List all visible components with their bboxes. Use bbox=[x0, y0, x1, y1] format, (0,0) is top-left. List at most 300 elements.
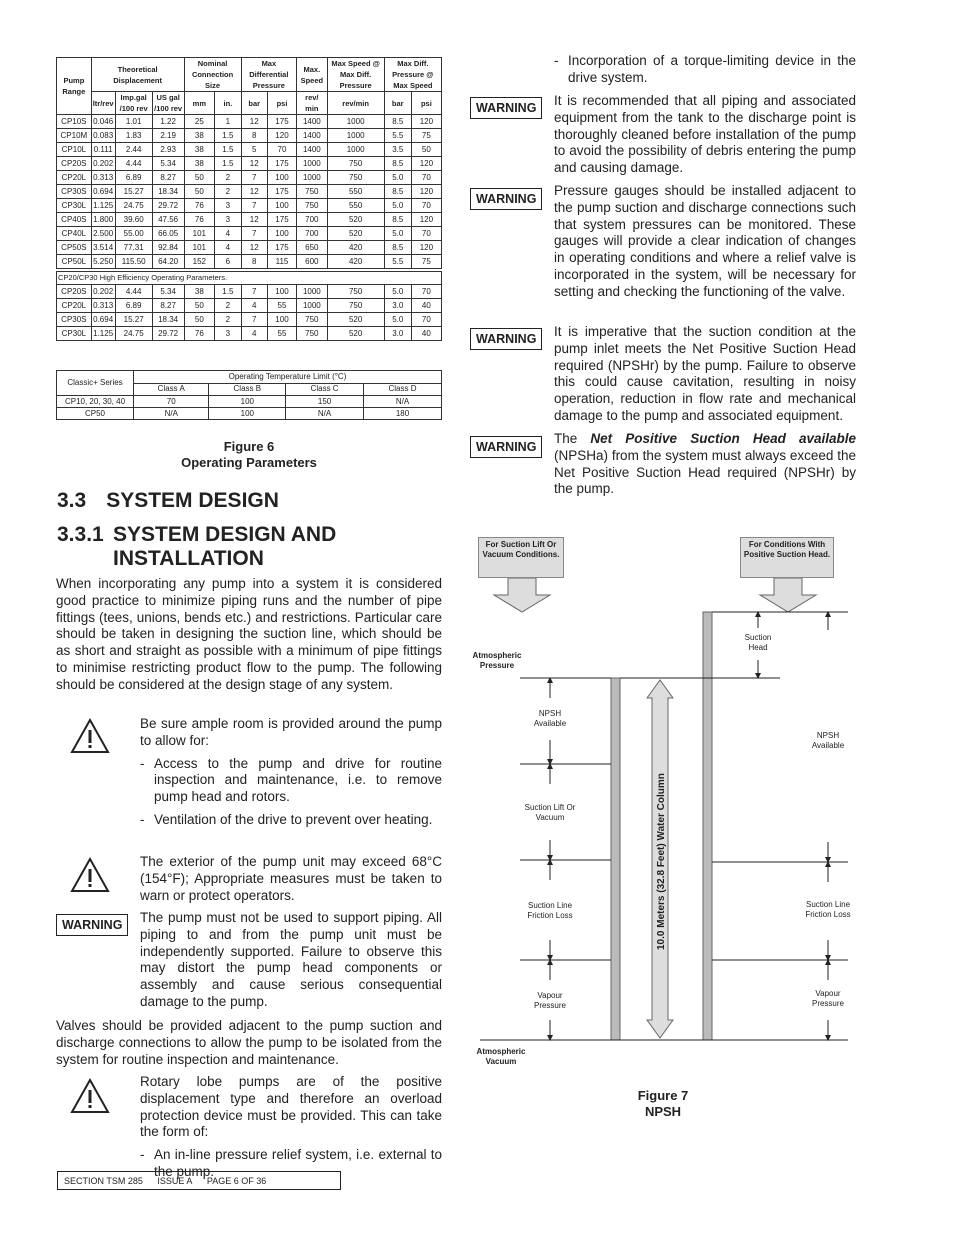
warning-4: It is imperative that the suction condition at the pump inlet meets the Net Positive Suction Head required (NPSHr) by the pump. Failure to observe this could cause cavitation, resulting in noisy operation, reduction in flow rate and mechanical damage to the pump and associated equipment. bbox=[554, 324, 856, 423]
header-speed-at-diff: Max Speed @ Max Diff. Pressure bbox=[327, 58, 384, 92]
table-cell: 70 bbox=[411, 199, 441, 213]
table-cell: 0.111 bbox=[91, 143, 115, 157]
table-cell: 18.34 bbox=[152, 185, 184, 199]
table-cell: 120 bbox=[411, 157, 441, 171]
heading-3-3-1 bbox=[57, 523, 336, 571]
table-cell: 70 bbox=[411, 171, 441, 185]
figure6-title: Operating Parameters bbox=[181, 455, 317, 470]
table-cell: 120 bbox=[411, 115, 441, 129]
table-cell: 29.72 bbox=[152, 327, 184, 341]
table-cell: 12 bbox=[241, 115, 267, 129]
table-cell: 150 bbox=[286, 396, 364, 408]
footer-issue: ISSUE A bbox=[157, 1176, 193, 1186]
right-pipe bbox=[703, 612, 712, 1040]
table-cell: 1000 bbox=[327, 115, 384, 129]
vapour-pressure-right: Vapour Pressure bbox=[811, 989, 844, 1008]
table-cell: 120 bbox=[267, 129, 296, 143]
table-cell: CP30L bbox=[57, 327, 92, 341]
table-cell: 1.125 bbox=[91, 327, 115, 341]
table-cell: 0.313 bbox=[91, 299, 115, 313]
table-cell: 3 bbox=[215, 213, 241, 227]
table-cell: 3 bbox=[215, 199, 241, 213]
caution-triangle-icon bbox=[70, 857, 110, 893]
table-cell: 7 bbox=[241, 313, 267, 327]
footer-section: SECTION TSM 285 bbox=[64, 1176, 143, 1186]
table-cell: 120 bbox=[411, 185, 441, 199]
table-row bbox=[57, 299, 442, 313]
intro-paragraph: When incorporating any pump into a system it is considered good practice to minimize piping runs and the number of pipe fittings (tees, unions, bends etc.) and restrictions. Particular care should be taken in designing the suction line, which should be as short and straight as possible with a minimum of pipe fittings to minimise restricting product flow to the pump. The following should be considered at the design stage of any system. bbox=[56, 576, 442, 692]
unit-header: ltr/rev bbox=[91, 92, 115, 115]
table-cell: 115 bbox=[267, 255, 296, 269]
table-cell: 3.0 bbox=[384, 327, 411, 341]
table-cell: 1400 bbox=[297, 143, 327, 157]
table-cell: 15.27 bbox=[115, 185, 152, 199]
table-cell: 1.800 bbox=[91, 213, 115, 227]
caution-1-item: - Ventilation of the drive to prevent over heating. bbox=[140, 812, 442, 829]
left-pipe bbox=[611, 678, 620, 1040]
unit-header: psi bbox=[267, 92, 296, 115]
unit-header: bar bbox=[384, 92, 411, 115]
table-cell: 420 bbox=[327, 241, 384, 255]
table-row bbox=[57, 313, 442, 327]
table-cell: 1000 bbox=[327, 129, 384, 143]
heading-3-3-1-title-1: SYSTEM DESIGN AND bbox=[113, 523, 337, 546]
table-cell: 2 bbox=[215, 299, 241, 313]
table-cell: 0.313 bbox=[91, 171, 115, 185]
table-cell: 750 bbox=[297, 313, 327, 327]
table-cell: 750 bbox=[297, 199, 327, 213]
table-cell: 4 bbox=[241, 327, 267, 341]
unit-header: bar bbox=[241, 92, 267, 115]
header-max-speed: Max. Speed bbox=[297, 58, 327, 92]
positive-head-box: For Conditions With Positive Suction Head. bbox=[740, 537, 834, 578]
header-connection: Nominal Connection Size bbox=[184, 58, 241, 92]
main-rows bbox=[57, 115, 442, 269]
table-cell: 7 bbox=[241, 171, 267, 185]
table-cell: 5.34 bbox=[152, 285, 184, 299]
table-cell: 8.5 bbox=[384, 185, 411, 199]
warning-5-pre: The bbox=[554, 431, 591, 446]
unit-header: rev/min bbox=[327, 92, 384, 115]
table-cell: 1.5 bbox=[215, 285, 241, 299]
table-cell: CP30S bbox=[57, 185, 92, 199]
table-cell: 24.75 bbox=[115, 327, 152, 341]
table-cell: 5.5 bbox=[384, 129, 411, 143]
table-cell: CP40L bbox=[57, 227, 92, 241]
table-cell: 38 bbox=[184, 285, 215, 299]
table-cell: 70 bbox=[411, 227, 441, 241]
warning-badge: WARNING bbox=[470, 188, 542, 210]
table-cell: CP30L bbox=[57, 199, 92, 213]
table-cell: 50 bbox=[184, 313, 215, 327]
table-cell: 64.20 bbox=[152, 255, 184, 269]
temperature-table bbox=[56, 370, 442, 420]
table-cell: 15.27 bbox=[115, 313, 152, 327]
table-cell: 77.31 bbox=[115, 241, 152, 255]
table-cell: 650 bbox=[297, 241, 327, 255]
table-cell: CP50 bbox=[57, 408, 134, 420]
warning-5-emphasis: Net Positive Suction Head available bbox=[590, 431, 857, 446]
table-cell: 8 bbox=[241, 255, 267, 269]
table-cell: 1400 bbox=[297, 115, 327, 129]
table-cell: 100 bbox=[267, 313, 296, 327]
table-cell: CP30S bbox=[57, 313, 92, 327]
table-cell: 550 bbox=[327, 199, 384, 213]
table-cell: 8.27 bbox=[152, 171, 184, 185]
table-cell: 1000 bbox=[297, 171, 327, 185]
caution-3-text: Rotary lobe pumps are of the positive displacement type and therefore an overload protection device must be provided. This can take the form of: bbox=[140, 1074, 442, 1140]
heading-3-3 bbox=[57, 489, 279, 513]
table-cell: 100 bbox=[267, 285, 296, 299]
table-cell: N/A bbox=[134, 408, 209, 420]
table-cell: 55 bbox=[267, 299, 296, 313]
table-cell: 120 bbox=[411, 241, 441, 255]
table-cell: 12 bbox=[241, 241, 267, 255]
table-cell: 8.5 bbox=[384, 157, 411, 171]
table-cell: 1 bbox=[215, 115, 241, 129]
table-cell: 76 bbox=[184, 199, 215, 213]
units-row bbox=[57, 92, 442, 115]
table-cell: 29.72 bbox=[152, 199, 184, 213]
table-cell: CP50S bbox=[57, 241, 92, 255]
torque-limiting-item: - Incorporation of a torque-limiting device in the drive system. bbox=[554, 53, 856, 87]
table-cell: 70 bbox=[134, 396, 209, 408]
table-cell: 1000 bbox=[327, 143, 384, 157]
table-cell: 5.0 bbox=[384, 285, 411, 299]
table-cell: 75 bbox=[411, 129, 441, 143]
table-cell: 2.44 bbox=[115, 143, 152, 157]
suction-head-label: Suction Head bbox=[744, 633, 772, 652]
table-cell: CP20S bbox=[57, 157, 92, 171]
table-cell: 101 bbox=[184, 241, 215, 255]
table-cell: 520 bbox=[327, 327, 384, 341]
table-cell: 0.202 bbox=[91, 285, 115, 299]
table-cell: 420 bbox=[327, 255, 384, 269]
table-cell: 120 bbox=[411, 213, 441, 227]
warning-5 bbox=[554, 431, 856, 498]
table-cell: 6.89 bbox=[115, 299, 152, 313]
table-cell: CP10, 20, 30, 40 bbox=[57, 396, 134, 408]
table-row bbox=[57, 129, 442, 143]
caution-3 bbox=[140, 1074, 442, 1181]
caution-triangle-icon bbox=[70, 1078, 110, 1114]
warning-badge: WARNING bbox=[470, 97, 542, 119]
temp-limit-header: Operating Temperature Limit (°C) bbox=[134, 371, 442, 384]
warning-5-post: (NPSHa) from the system must always exceed the Net Positive Suction Head required (NPSHr) by the pump. bbox=[554, 447, 856, 497]
table-cell: 1.5 bbox=[215, 129, 241, 143]
series-header: Classic+ Series bbox=[57, 371, 134, 396]
table-row bbox=[57, 241, 442, 255]
table-cell: 3 bbox=[215, 327, 241, 341]
warning-badge: WARNING bbox=[470, 436, 542, 458]
table-cell: 0.694 bbox=[91, 185, 115, 199]
table-cell: 4.44 bbox=[115, 285, 152, 299]
table-row bbox=[57, 157, 442, 171]
table-cell: 12 bbox=[241, 213, 267, 227]
table-cell: 55.00 bbox=[115, 227, 152, 241]
table-cell: 4 bbox=[215, 241, 241, 255]
table-cell: CP10L bbox=[57, 143, 92, 157]
heading-3-3-title: SYSTEM DESIGN bbox=[106, 489, 279, 512]
table-cell: 38 bbox=[184, 143, 215, 157]
table-cell: 101 bbox=[184, 227, 215, 241]
table-cell: 2 bbox=[215, 185, 241, 199]
table-cell: 40 bbox=[411, 299, 441, 313]
table-row bbox=[57, 396, 442, 408]
heading-3-3-1-title-2: INSTALLATION bbox=[113, 547, 264, 570]
table-cell: 40 bbox=[411, 327, 441, 341]
table-cell: 1000 bbox=[297, 157, 327, 171]
page-footer bbox=[57, 1171, 341, 1190]
table-cell: 550 bbox=[327, 185, 384, 199]
table-cell: 4 bbox=[241, 299, 267, 313]
table-cell: 115.50 bbox=[115, 255, 152, 269]
npsh-available-right: NPSH Available bbox=[811, 731, 845, 750]
table-cell: 3.5 bbox=[384, 143, 411, 157]
table-cell: 6.89 bbox=[115, 171, 152, 185]
table-cell: 8.5 bbox=[384, 213, 411, 227]
table-cell: 5.5 bbox=[384, 255, 411, 269]
table-cell: 55 bbox=[267, 327, 296, 341]
table-cell: N/A bbox=[286, 408, 364, 420]
table-cell: 7 bbox=[241, 199, 267, 213]
down-arrow-left-icon bbox=[494, 578, 550, 612]
table-cell: CP20L bbox=[57, 299, 92, 313]
table-cell: 66.05 bbox=[152, 227, 184, 241]
table-cell: 8.5 bbox=[384, 241, 411, 255]
npsh-available-left: NPSH Available bbox=[533, 709, 567, 728]
table-cell: 0.694 bbox=[91, 313, 115, 327]
suction-lift-box: For Suction Lift Or Vacuum Conditions. bbox=[478, 537, 564, 578]
table-cell: 7 bbox=[241, 285, 267, 299]
table-cell: 1000 bbox=[297, 285, 327, 299]
table-cell: 5 bbox=[241, 143, 267, 157]
vapour-pressure-left: Vapour Pressure bbox=[533, 991, 566, 1010]
table-cell: 4.44 bbox=[115, 157, 152, 171]
water-column-label: 10.0 Meters (32.8 Feet) Water Column bbox=[656, 773, 667, 950]
table-cell: 152 bbox=[184, 255, 215, 269]
table-cell: 1400 bbox=[297, 129, 327, 143]
he-title: CP20/CP30 High Efficiency Operating Parameters. bbox=[57, 272, 442, 285]
table-row bbox=[57, 227, 442, 241]
table-cell: 1000 bbox=[297, 299, 327, 313]
table-cell: 75 bbox=[411, 255, 441, 269]
table-cell: 175 bbox=[267, 213, 296, 227]
table-cell: 5.250 bbox=[91, 255, 115, 269]
unit-header: psi bbox=[411, 92, 441, 115]
figure7-caption bbox=[600, 1088, 726, 1120]
table-cell: 18.34 bbox=[152, 313, 184, 327]
right-list bbox=[554, 53, 856, 87]
table-cell: 4 bbox=[215, 227, 241, 241]
table-cell: 5.0 bbox=[384, 171, 411, 185]
atm-vacuum-label: Atmospheric Vacuum bbox=[476, 1047, 526, 1066]
suction-lift-label: Suction Lift Or Vacuum bbox=[524, 803, 576, 822]
table-cell: CP10M bbox=[57, 129, 92, 143]
table-cell: 25 bbox=[184, 115, 215, 129]
class-header: Class B bbox=[209, 383, 286, 396]
class-header: Class D bbox=[364, 383, 442, 396]
table-cell: 76 bbox=[184, 327, 215, 341]
heading-3-3-num: 3.3 bbox=[57, 489, 87, 512]
temp-rows bbox=[57, 396, 442, 420]
table-cell: 175 bbox=[267, 157, 296, 171]
table-cell: 100 bbox=[209, 396, 286, 408]
footer-page: PAGE 6 OF 36 bbox=[206, 1176, 267, 1186]
header-diff-at-speed: Max Diff. Pressure @ Max Speed bbox=[384, 58, 441, 92]
table-cell: 12 bbox=[241, 157, 267, 171]
table-cell: 3.0 bbox=[384, 299, 411, 313]
table-cell: N/A bbox=[364, 396, 442, 408]
table-cell: 0.083 bbox=[91, 129, 115, 143]
table-row bbox=[57, 143, 442, 157]
table-cell: 750 bbox=[327, 299, 384, 313]
table-cell: CP50L bbox=[57, 255, 92, 269]
table-cell: 76 bbox=[184, 213, 215, 227]
table-cell: 24.75 bbox=[115, 199, 152, 213]
table-cell: 1.5 bbox=[215, 157, 241, 171]
table-cell: 175 bbox=[267, 185, 296, 199]
table-cell: 520 bbox=[327, 313, 384, 327]
header-diff-pressure: Max Differential Pressure bbox=[241, 58, 297, 92]
table-cell: 700 bbox=[297, 227, 327, 241]
figure6-number: Figure 6 bbox=[223, 439, 275, 454]
table-cell: 5.0 bbox=[384, 199, 411, 213]
table-cell: 175 bbox=[267, 115, 296, 129]
table-cell: 38 bbox=[184, 157, 215, 171]
table-cell: 5.0 bbox=[384, 227, 411, 241]
table-cell: 750 bbox=[327, 285, 384, 299]
table-cell: 50 bbox=[184, 299, 215, 313]
caution-1-text: Be sure ample room is provided around the pump to allow for: bbox=[140, 716, 442, 748]
table-cell: 750 bbox=[297, 327, 327, 341]
caution-triangle-icon bbox=[70, 718, 110, 754]
table-cell: 100 bbox=[267, 227, 296, 241]
he-rows bbox=[57, 285, 442, 341]
figure7-title: NPSH bbox=[644, 1104, 682, 1119]
table-cell: 2.500 bbox=[91, 227, 115, 241]
warning-2: It is recommended that all piping and associated equipment from the tank to the discharge point is thoroughly cleaned before installation of the pump to avoid the possibility of debris entering the pump and causing damage. bbox=[554, 93, 856, 176]
table-cell: 100 bbox=[267, 171, 296, 185]
table-cell: CP40S bbox=[57, 213, 92, 227]
table-cell: 70 bbox=[267, 143, 296, 157]
caution-2: The exterior of the pump unit may exceed 68°C (154°F); Appropriate measures must be taken to warn or protect operators. bbox=[140, 854, 442, 903]
table-cell: 2 bbox=[215, 313, 241, 327]
unit-header: US gal /100 rev bbox=[154, 93, 183, 113]
table-row bbox=[57, 199, 442, 213]
table-cell: 1.01 bbox=[115, 115, 152, 129]
table-row bbox=[57, 255, 442, 269]
table-cell: 175 bbox=[267, 241, 296, 255]
warning-badge: WARNING bbox=[470, 328, 542, 350]
table-cell: 70 bbox=[411, 313, 441, 327]
table-cell: 100 bbox=[267, 199, 296, 213]
caution-3-item: - An in-line pressure relief system, i.e. external to the pump. bbox=[140, 1147, 442, 1181]
table-cell: 5.34 bbox=[152, 157, 184, 171]
table-row bbox=[57, 285, 442, 299]
caution-1-item: - Access to the pump and drive for routine inspection and maintenance, i.e. to remove pump head and rotors. bbox=[140, 756, 442, 806]
warning-3: Pressure gauges should be installed adjacent to the pump suction and discharge connections such that system pressures can be monitored. These gauges will provide a clear indication of changes in operating conditions and where a relief valve is incorporated in the system, will be necessary for setting and checking the functioning of the valve. bbox=[554, 183, 856, 299]
warning-badge: WARNING bbox=[56, 914, 128, 936]
table-cell: 12 bbox=[241, 185, 267, 199]
table-cell: CP20S bbox=[57, 285, 92, 299]
table-cell: 92.84 bbox=[152, 241, 184, 255]
table-cell: 39.60 bbox=[115, 213, 152, 227]
table-cell: 6 bbox=[215, 255, 241, 269]
table-cell: 0.046 bbox=[91, 115, 115, 129]
table-cell: 2 bbox=[215, 171, 241, 185]
table-cell: 50 bbox=[184, 171, 215, 185]
class-header: Class A bbox=[134, 383, 209, 396]
unit-header: in. bbox=[215, 92, 241, 115]
table-cell: 750 bbox=[297, 185, 327, 199]
friction-loss-right: Suction Line Friction Loss bbox=[805, 900, 851, 919]
unit-header: mm bbox=[184, 92, 215, 115]
table-cell: 8 bbox=[241, 129, 267, 143]
table-row bbox=[57, 115, 442, 129]
figure6-caption bbox=[56, 439, 442, 471]
table-cell: 50 bbox=[411, 143, 441, 157]
table-cell: 520 bbox=[327, 213, 384, 227]
table-cell: 1.5 bbox=[215, 143, 241, 157]
table-cell: 520 bbox=[327, 227, 384, 241]
table-cell: 5.0 bbox=[384, 313, 411, 327]
table-cell: 47.56 bbox=[152, 213, 184, 227]
unit-header: rev/ min bbox=[297, 92, 327, 115]
table-cell: 8.5 bbox=[384, 115, 411, 129]
table-cell: CP10S bbox=[57, 115, 92, 129]
figure7-number: Figure 7 bbox=[637, 1088, 689, 1103]
table-cell: 2.93 bbox=[152, 143, 184, 157]
table-cell: 1.83 bbox=[115, 129, 152, 143]
class-header: Class C bbox=[286, 383, 364, 396]
table-cell: 3.514 bbox=[91, 241, 115, 255]
table-cell: 750 bbox=[327, 171, 384, 185]
table-cell: 600 bbox=[297, 255, 327, 269]
operating-parameters-table bbox=[56, 57, 442, 341]
table-row bbox=[57, 185, 442, 199]
heading-3-3-1-num: 3.3.1 bbox=[57, 523, 104, 546]
table-cell: 8.27 bbox=[152, 299, 184, 313]
table-cell: 750 bbox=[327, 157, 384, 171]
warning-1: The pump must not be used to support piping. All piping to and from the pump unit must be independently supported. Failure to observe this may distort the pump head components or assembly and cause serious consequential damage to the pump. bbox=[140, 910, 442, 1009]
table-cell: 100 bbox=[209, 408, 286, 420]
unit-header: Imp.gal /100 rev bbox=[115, 92, 152, 115]
caution-1 bbox=[140, 716, 442, 829]
table-cell: 38 bbox=[184, 129, 215, 143]
table-cell: 700 bbox=[297, 213, 327, 227]
table-cell: 1.125 bbox=[91, 199, 115, 213]
table-cell: 180 bbox=[364, 408, 442, 420]
down-arrow-right-icon bbox=[760, 578, 816, 612]
header-displacement: Theoretical Displacement bbox=[91, 58, 184, 92]
table-row bbox=[57, 408, 442, 420]
header-pump-range: Pump Range bbox=[57, 58, 92, 115]
table-cell: 0.202 bbox=[91, 157, 115, 171]
table-row bbox=[57, 213, 442, 227]
atm-pressure-label: Atmospheric Pressure bbox=[472, 651, 522, 670]
table-row bbox=[57, 171, 442, 185]
table-cell: CP20L bbox=[57, 171, 92, 185]
table-cell: 1.22 bbox=[152, 115, 184, 129]
table-row bbox=[57, 327, 442, 341]
table-cell: 2.19 bbox=[152, 129, 184, 143]
friction-loss-left: Suction Line Friction Loss bbox=[527, 901, 573, 920]
table-cell: 7 bbox=[241, 227, 267, 241]
table-cell: 50 bbox=[184, 185, 215, 199]
valves-paragraph: Valves should be provided adjacent to the pump suction and discharge connections to allow the pump to be isolated from the system for routine inspection and maintenance. bbox=[56, 1018, 442, 1067]
table-cell: 70 bbox=[411, 285, 441, 299]
